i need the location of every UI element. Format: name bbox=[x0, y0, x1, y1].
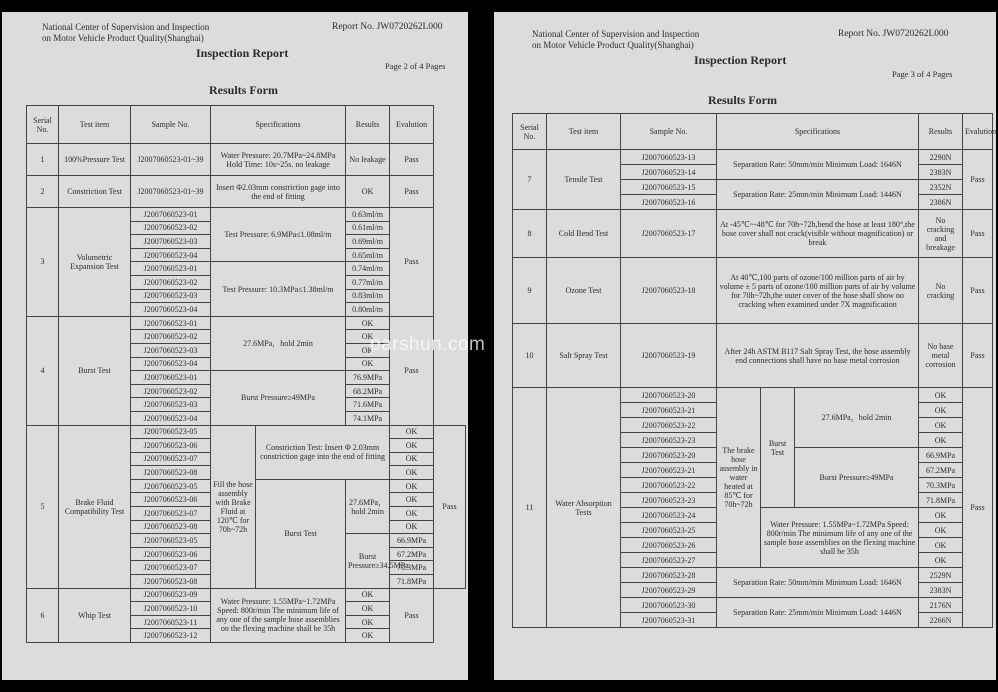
result-cell: OK bbox=[390, 425, 434, 439]
sample-cell: J2007060523-11 bbox=[131, 615, 211, 629]
table-row bbox=[513, 210, 993, 258]
result-cell: 67.2MPa bbox=[390, 547, 434, 561]
sample-cell: J2007060523-27 bbox=[621, 553, 717, 568]
header-results: Results bbox=[919, 114, 963, 150]
spec-cell: At -45℃~-48℃ for 70h~72h,bend the hose at least 180°,the hose cover shall not crack(visible without magnification) or break bbox=[717, 210, 919, 258]
result-cell: OK bbox=[346, 602, 390, 616]
spec-cell: Burst Pressure≥49MPa bbox=[795, 448, 919, 508]
spec-cell: The brake hose assembly in water heated at 85℃ for 70h~72h bbox=[717, 388, 761, 568]
header-test-item: Test item bbox=[59, 106, 131, 144]
sample-cell: J2007060523-03 bbox=[131, 398, 211, 412]
header-sample-no: Sample No. bbox=[131, 106, 211, 144]
sample-cell: J2007060523-23 bbox=[621, 433, 717, 448]
test-item-cell: 100%Pressure Test bbox=[59, 144, 131, 176]
spec-cell: Water Pressure: 20.7MPa~24.8MPa Hold Time: 10s~25s. no leakage bbox=[211, 144, 346, 176]
sample-cell: J2007060523-16 bbox=[621, 195, 717, 210]
sample-cell: J2007060523-02 bbox=[131, 384, 211, 398]
result-cell: OK bbox=[919, 418, 963, 433]
spec-cell: Burst Test bbox=[761, 388, 795, 508]
result-cell: 2176N bbox=[919, 598, 963, 613]
org-line: National Center of Supervision and Inspection bbox=[42, 22, 210, 32]
serial-cell: 11 bbox=[513, 388, 547, 628]
table-row bbox=[27, 425, 466, 439]
issuing-organization bbox=[532, 29, 699, 51]
sample-cell: J2007060523-01~39 bbox=[131, 176, 211, 208]
table-row bbox=[27, 588, 466, 602]
sample-cell: J2007060523-20 bbox=[621, 448, 717, 463]
serial-cell: 6 bbox=[27, 588, 59, 642]
sample-cell: J2007060523-09 bbox=[131, 588, 211, 602]
watermark: parshun.com bbox=[370, 334, 486, 355]
spec-cell: Insert Φ2.03mm constriction gage into the end of fitting bbox=[211, 176, 346, 208]
header-serial: Serial No. bbox=[27, 106, 59, 144]
spec-cell: Separation Rate: 50mm/min Minimum Load: 1646N bbox=[717, 150, 919, 180]
sample-cell: J2007060523-08 bbox=[131, 466, 211, 480]
report-number: Report No. JW0720262L000 bbox=[838, 29, 949, 39]
result-cell: 76.9MPa bbox=[346, 371, 390, 385]
test-item-cell: Ozone Test bbox=[547, 258, 621, 324]
result-cell: OK bbox=[919, 433, 963, 448]
test-item-cell: Whip Test bbox=[59, 588, 131, 642]
spec-cell: Test Pressure: 10.3MPa≤1.38ml/m bbox=[211, 262, 346, 316]
result-cell: No cracking and breakage bbox=[919, 210, 963, 258]
eval-cell: Pass bbox=[963, 210, 993, 258]
eval-cell: Pass bbox=[963, 258, 993, 324]
sample-cell: J2007060523-22 bbox=[621, 478, 717, 493]
result-cell: 0.61ml/m bbox=[346, 221, 390, 235]
spec-cell: 27.6MPa，hold 2min bbox=[346, 479, 390, 533]
report-title: Inspection Report bbox=[196, 46, 289, 60]
eval-cell: Pass bbox=[963, 324, 993, 388]
result-cell: 2386N bbox=[919, 195, 963, 210]
sample-cell: J2007060523-03 bbox=[131, 235, 211, 249]
result-cell: OK bbox=[919, 538, 963, 553]
sample-cell: J2007060523-06 bbox=[131, 547, 211, 561]
serial-cell: 3 bbox=[27, 208, 59, 317]
table-row bbox=[513, 388, 993, 403]
header-evaluation: Evalution bbox=[963, 114, 993, 150]
sample-cell: J2007060523-18 bbox=[621, 258, 717, 324]
table-row bbox=[27, 176, 466, 208]
sample-cell: J2007060523-03 bbox=[131, 289, 211, 303]
result-cell: 70.3MPa bbox=[919, 478, 963, 493]
result-cell: OK bbox=[390, 507, 434, 521]
result-cell: 2266N bbox=[919, 613, 963, 628]
header-results: Results bbox=[346, 106, 390, 144]
result-cell: OK bbox=[346, 588, 390, 602]
issuing-organization bbox=[42, 22, 209, 44]
result-cell: OK bbox=[919, 403, 963, 418]
serial-cell: 5 bbox=[27, 425, 59, 588]
sample-cell: J2007060523-07 bbox=[131, 452, 211, 466]
result-cell: 0.74ml/m bbox=[346, 262, 390, 276]
sample-cell: J2007060523-10 bbox=[131, 602, 211, 616]
spec-cell: 27.6MPa，hold 2min bbox=[211, 316, 346, 370]
sample-cell: J2007060523-01 bbox=[131, 371, 211, 385]
eval-cell: Pass bbox=[390, 316, 434, 425]
result-cell: 70.3MPa bbox=[390, 561, 434, 575]
sample-cell: J2007060523-22 bbox=[621, 418, 717, 433]
result-cell: 0.83ml/m bbox=[346, 289, 390, 303]
table-header-row bbox=[513, 114, 993, 150]
header-serial: Serial No. bbox=[513, 114, 547, 150]
result-cell: 67.2MPa bbox=[919, 463, 963, 478]
result-cell: 2352N bbox=[919, 180, 963, 195]
result-cell: 2290N bbox=[919, 150, 963, 165]
result-cell: OK bbox=[390, 479, 434, 493]
sample-cell: J2007060523-25 bbox=[621, 523, 717, 538]
result-cell: OK bbox=[346, 615, 390, 629]
sample-cell: J2007060523-05 bbox=[131, 479, 211, 493]
spec-cell: Separation Rate: 25mm/min Minimum Load: 1446N bbox=[717, 598, 919, 628]
test-item-cell: Volumetric Expansion Test bbox=[59, 208, 131, 317]
eval-cell: Pass bbox=[390, 208, 434, 317]
sample-cell: J2007060523-06 bbox=[131, 439, 211, 453]
result-cell: OK bbox=[346, 629, 390, 643]
spec-cell: Test Pressure: 6.9MPa≤1.08ml/m bbox=[211, 208, 346, 262]
result-cell: 71.8MPa bbox=[919, 493, 963, 508]
result-cell: 0.63ml/m bbox=[346, 208, 390, 222]
spec-cell: Separation Rate: 50mm/min Minimum Load: 1646N bbox=[717, 568, 919, 598]
spec-cell: Water Pressure: 1.55MPa~1.72MPa Speed: 800r/min The minimum life of any one of the sample hose assemblies on the flexing machine shall be 35h bbox=[211, 588, 346, 642]
sample-cell: J2007060523-21 bbox=[621, 463, 717, 478]
eval-cell: Pass bbox=[963, 388, 993, 628]
result-cell: 0.69ml/m bbox=[346, 235, 390, 249]
serial-cell: 8 bbox=[513, 210, 547, 258]
result-cell: OK bbox=[346, 343, 390, 357]
result-cell: OK bbox=[919, 508, 963, 523]
serial-cell: 10 bbox=[513, 324, 547, 388]
result-cell: 2383N bbox=[919, 583, 963, 598]
test-item-cell: Salt Spray Test bbox=[547, 324, 621, 388]
result-cell: 71.6MPa bbox=[346, 398, 390, 412]
result-cell: OK bbox=[919, 523, 963, 538]
sample-cell: J2007060523-21 bbox=[621, 403, 717, 418]
sample-cell: J2007060523-13 bbox=[621, 150, 717, 165]
eval-cell: Pass bbox=[434, 425, 466, 588]
serial-cell: 9 bbox=[513, 258, 547, 324]
table-row bbox=[27, 144, 466, 176]
result-cell: 74.1MPa bbox=[346, 411, 390, 425]
page-number: Page 3 of 4 Pages bbox=[892, 69, 953, 79]
form-title: Results Form bbox=[209, 83, 278, 97]
sample-cell: J2007060523-24 bbox=[621, 508, 717, 523]
table-row bbox=[27, 316, 466, 330]
serial-cell: 2 bbox=[27, 176, 59, 208]
eval-cell: Pass bbox=[390, 588, 434, 642]
sample-cell: J2007060523-04 bbox=[131, 411, 211, 425]
page-number: Page 2 of 4 Pages bbox=[385, 61, 446, 71]
table-header-row bbox=[27, 106, 466, 144]
result-cell: OK bbox=[346, 316, 390, 330]
serial-cell: 4 bbox=[27, 316, 59, 425]
sample-cell: J2007060523-28 bbox=[621, 568, 717, 583]
serial-cell: 1 bbox=[27, 144, 59, 176]
sample-cell: J2007060523-06 bbox=[131, 493, 211, 507]
sample-cell: J2007060523-03 bbox=[131, 343, 211, 357]
table-row bbox=[27, 208, 466, 222]
spec-cell: Separation Rate: 25mm/min Minimum Load: 1446N bbox=[717, 180, 919, 210]
sample-cell: J2007060523-30 bbox=[621, 598, 717, 613]
sample-cell: J2007060523-26 bbox=[621, 538, 717, 553]
test-item-cell: Constriction Test bbox=[59, 176, 131, 208]
report-title: Inspection Report bbox=[694, 53, 787, 67]
sample-cell: J2007060523-02 bbox=[131, 275, 211, 289]
result-cell: No cracking bbox=[919, 258, 963, 324]
header-sample-no: Sample No. bbox=[621, 114, 717, 150]
sample-cell: J2007060523-31 bbox=[621, 613, 717, 628]
result-cell: OK bbox=[390, 493, 434, 507]
sample-cell: J2007060523-23 bbox=[621, 493, 717, 508]
table-row bbox=[513, 258, 993, 324]
spec-cell: 27.6MPa，hold 2min bbox=[795, 388, 919, 448]
eval-cell: Pass bbox=[390, 176, 434, 208]
sample-cell: J2007060523-01 bbox=[131, 262, 211, 276]
sample-cell: J2007060523-15 bbox=[621, 180, 717, 195]
result-cell: OK bbox=[390, 439, 434, 453]
sample-cell: J2007060523-29 bbox=[621, 583, 717, 598]
result-cell: 2383N bbox=[919, 165, 963, 180]
sample-cell: J2007060523-01 bbox=[131, 316, 211, 330]
result-cell: 0.77ml/m bbox=[346, 275, 390, 289]
sample-cell: J2007060523-02 bbox=[131, 221, 211, 235]
sample-cell: J2007060523-19 bbox=[621, 324, 717, 388]
sample-cell: J2007060523-05 bbox=[131, 425, 211, 439]
org-line: National Center of Supervision and Inspection bbox=[532, 29, 700, 39]
result-cell: 0.65ml/m bbox=[346, 248, 390, 262]
result-cell: 71.8MPa bbox=[390, 575, 434, 589]
test-item-cell: Cold Bend Test bbox=[547, 210, 621, 258]
sample-cell: J2007060523-12 bbox=[131, 629, 211, 643]
spec-cell: Burst Pressure≥49MPa bbox=[211, 371, 346, 425]
form-title: Results Form bbox=[708, 93, 777, 107]
sample-cell: J2007060523-05 bbox=[131, 534, 211, 548]
sample-cell: J2007060523-04 bbox=[131, 357, 211, 371]
result-cell: OK bbox=[390, 520, 434, 534]
sample-cell: J2007060523-04 bbox=[131, 248, 211, 262]
result-cell: 0.80ml/m bbox=[346, 303, 390, 317]
sample-cell: J2007060523-14 bbox=[621, 165, 717, 180]
result-cell: No leakage bbox=[346, 144, 390, 176]
sample-cell: J2007060523-04 bbox=[131, 303, 211, 317]
result-cell: OK bbox=[390, 466, 434, 480]
result-cell: 2529N bbox=[919, 568, 963, 583]
results-table bbox=[26, 105, 466, 643]
result-cell: OK bbox=[346, 357, 390, 371]
test-item-cell: Burst Test bbox=[59, 316, 131, 425]
org-line: on Motor Vehicle Product Quality(Shanghai) bbox=[532, 40, 694, 50]
result-cell: OK bbox=[919, 388, 963, 403]
sample-cell: J2007060523-08 bbox=[131, 575, 211, 589]
header-test-item: Test item bbox=[547, 114, 621, 150]
sample-cell: J2007060523-08 bbox=[131, 520, 211, 534]
spec-cell: Burst Pressure≥34.5MPa bbox=[346, 534, 390, 588]
spec-cell: Water Pressure: 1.55MPa~1.72MPa Speed: 800r/min The minimum life of any one of the sample hose assemblies on the flexing machine shall be 35h bbox=[761, 508, 919, 568]
sample-cell: J2007060523-02 bbox=[131, 330, 211, 344]
table-row bbox=[513, 324, 993, 388]
result-cell: 66.9MPa bbox=[390, 534, 434, 548]
result-cell: OK bbox=[346, 330, 390, 344]
sample-cell: J2007060523-20 bbox=[621, 388, 717, 403]
spec-cell: Burst Test bbox=[256, 479, 346, 588]
result-cell: No base metal corrosion bbox=[919, 324, 963, 388]
report-page-3 bbox=[494, 12, 996, 680]
table-row bbox=[513, 150, 993, 165]
sample-cell: J2007060523-07 bbox=[131, 507, 211, 521]
spec-cell: After 24h ASTM B117 Salt Spray Test, the hose assembly end connections shall have no base metal corrosion bbox=[717, 324, 919, 388]
sample-cell: J2007060523-17 bbox=[621, 210, 717, 258]
spec-cell: Constriction Test: Insert Φ 2.03mm constriction gage into the end of fitting bbox=[256, 425, 390, 479]
result-cell: OK bbox=[390, 452, 434, 466]
sample-cell: J2007060523-01~39 bbox=[131, 144, 211, 176]
serial-cell: 7 bbox=[513, 150, 547, 210]
sample-cell: J2007060523-01 bbox=[131, 208, 211, 222]
result-cell: OK bbox=[346, 176, 390, 208]
results-table bbox=[512, 113, 997, 628]
sample-cell: J2007060523-07 bbox=[131, 561, 211, 575]
test-item-cell: Water Absorption Tests bbox=[547, 388, 621, 628]
eval-cell: Pass bbox=[390, 144, 434, 176]
result-cell: OK bbox=[919, 553, 963, 568]
test-item-cell: Tensile Test bbox=[547, 150, 621, 210]
header-evaluation: Evalution bbox=[390, 106, 434, 144]
eval-cell: Pass bbox=[963, 150, 993, 210]
result-cell: 68.2MPa bbox=[346, 384, 390, 398]
spec-cell: At 40℃,100 parts of ozone/100 million parts of air by volume ± 5 parts of ozone/100 million parts of air by volume for 70h~72h,the outer cover of the hose shall show no cracking when examined under 7X magnification bbox=[717, 258, 919, 324]
spec-cell: Fill the hose assembly with Brake Fluid at 120℃ for 70h~72h bbox=[211, 425, 256, 588]
report-number: Report No. JW0720262L000 bbox=[332, 22, 443, 32]
result-cell: 66.9MPa bbox=[919, 448, 963, 463]
test-item-cell: Brake Fluid Compatibility Test bbox=[59, 425, 131, 588]
header-specifications: Specifications bbox=[717, 114, 919, 150]
header-specifications: Specifications bbox=[211, 106, 346, 144]
org-line: on Motor Vehicle Product Quality(Shanghai) bbox=[42, 33, 204, 43]
